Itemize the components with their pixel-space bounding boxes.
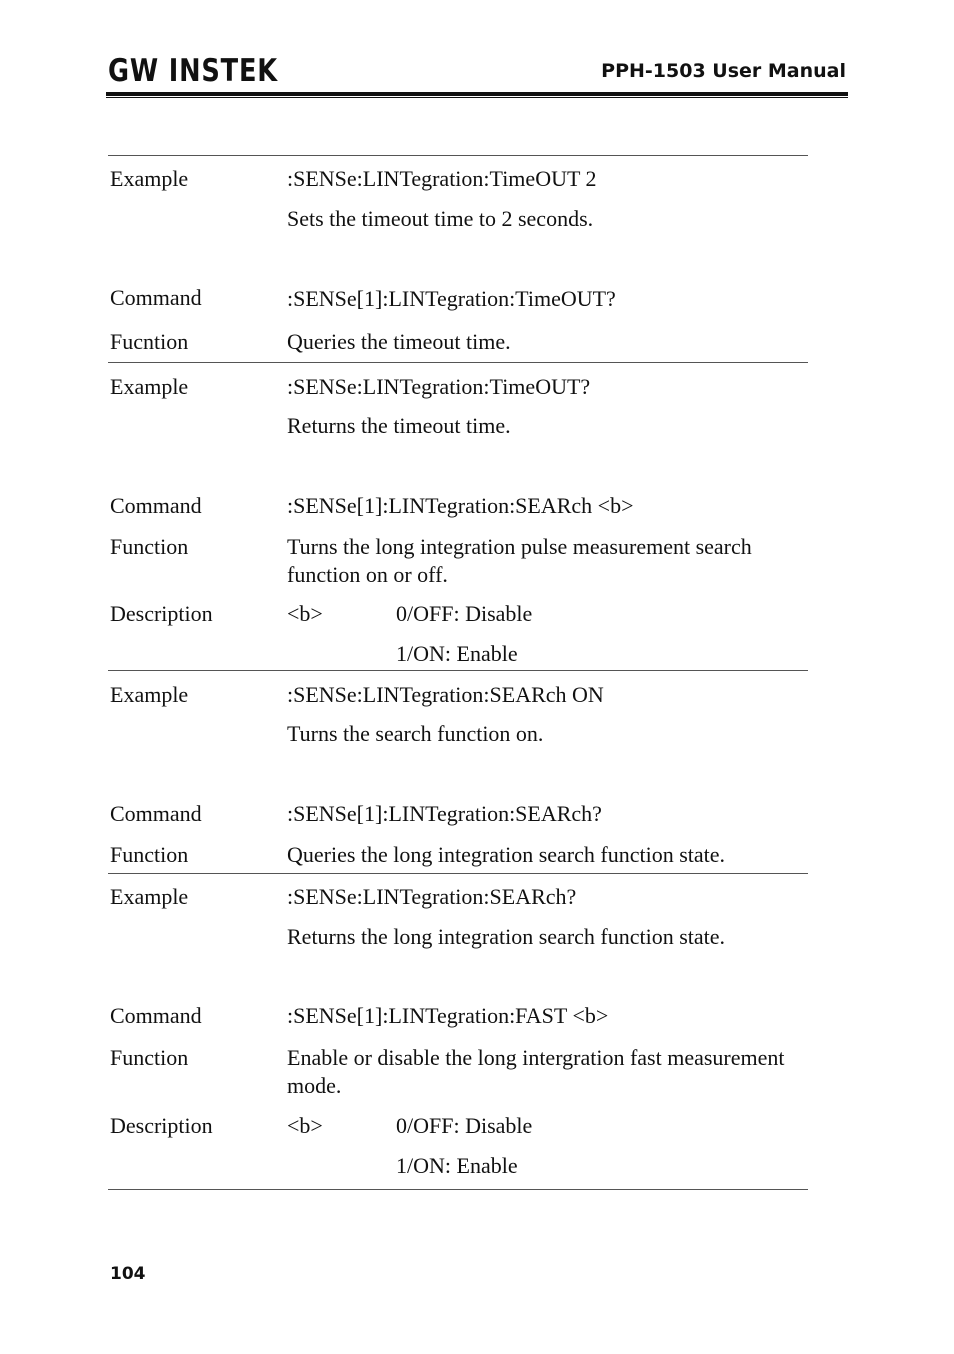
example-command: :SENSe:LINTegration:SEARch ON [287, 682, 604, 707]
header-rule [106, 92, 848, 96]
example-description: Returns the timeout time. [287, 413, 511, 438]
command-syntax: :SENSe[1]:LINTegration:SEARch? [287, 801, 602, 826]
function-text: Enable or disable the long intergration fast measurement mode. [287, 1045, 785, 1098]
table-divider [108, 155, 808, 156]
table-divider [108, 873, 808, 874]
page-number: 104 [110, 1264, 146, 1284]
parameter-option: 1/ON: Enable [396, 641, 518, 666]
parameter-name: <b> [287, 601, 323, 626]
parameter-option: 1/ON: Enable [396, 1153, 518, 1178]
example-label: Example [110, 682, 189, 707]
example-label: Example [110, 374, 189, 399]
command-label: Command [110, 1003, 202, 1028]
table-divider [108, 1189, 808, 1190]
table-divider [108, 362, 808, 363]
example-description: Returns the long integration search function state. [287, 924, 726, 949]
command-label: Command [110, 493, 202, 518]
command-syntax: :SENSe[1]:LINTegration:SEARch <b> [287, 493, 634, 518]
function-label: Function [110, 842, 189, 867]
manual-title: PPH-1503 User Manual [601, 60, 846, 82]
command-syntax: :SENSe[1]:LINTegration:TimeOUT? [287, 286, 616, 311]
function-text: Turns the long integration pulse measurement search function on or off. [287, 534, 752, 587]
command-label: Command [110, 285, 202, 310]
parameter-name: <b> [287, 1113, 323, 1138]
example-description: Sets the timeout time to 2 seconds. [287, 206, 594, 231]
command-syntax: :SENSe[1]:LINTegration:FAST <b> [287, 1003, 609, 1028]
table-divider [108, 670, 808, 671]
description-label: Description [110, 1113, 213, 1138]
header-rule-thin [106, 97, 848, 98]
function-text: Queries the long integration search function state. [287, 842, 726, 867]
command-label: Command [110, 801, 202, 826]
example-label: Example [110, 166, 189, 191]
parameter-option: 0/OFF: Disable [396, 601, 533, 626]
function-label: Fucntion [110, 329, 189, 354]
parameter-option: 0/OFF: Disable [396, 1113, 533, 1138]
description-label: Description [110, 601, 213, 626]
example-command: :SENSe:LINTegration:SEARch? [287, 884, 577, 909]
svg-text:GW INSTEK: GW INSTEK [108, 53, 278, 89]
example-label: Example [110, 884, 189, 909]
example-description: Turns the search function on. [287, 721, 544, 746]
example-command: :SENSe:LINTegration:TimeOUT 2 [287, 166, 597, 191]
function-label: Function [110, 1045, 189, 1070]
function-label: Function [110, 534, 189, 559]
function-text: Queries the timeout time. [287, 329, 511, 354]
example-command: :SENSe:LINTegration:TimeOUT? [287, 374, 591, 399]
gw-instek-logo [108, 52, 280, 89]
